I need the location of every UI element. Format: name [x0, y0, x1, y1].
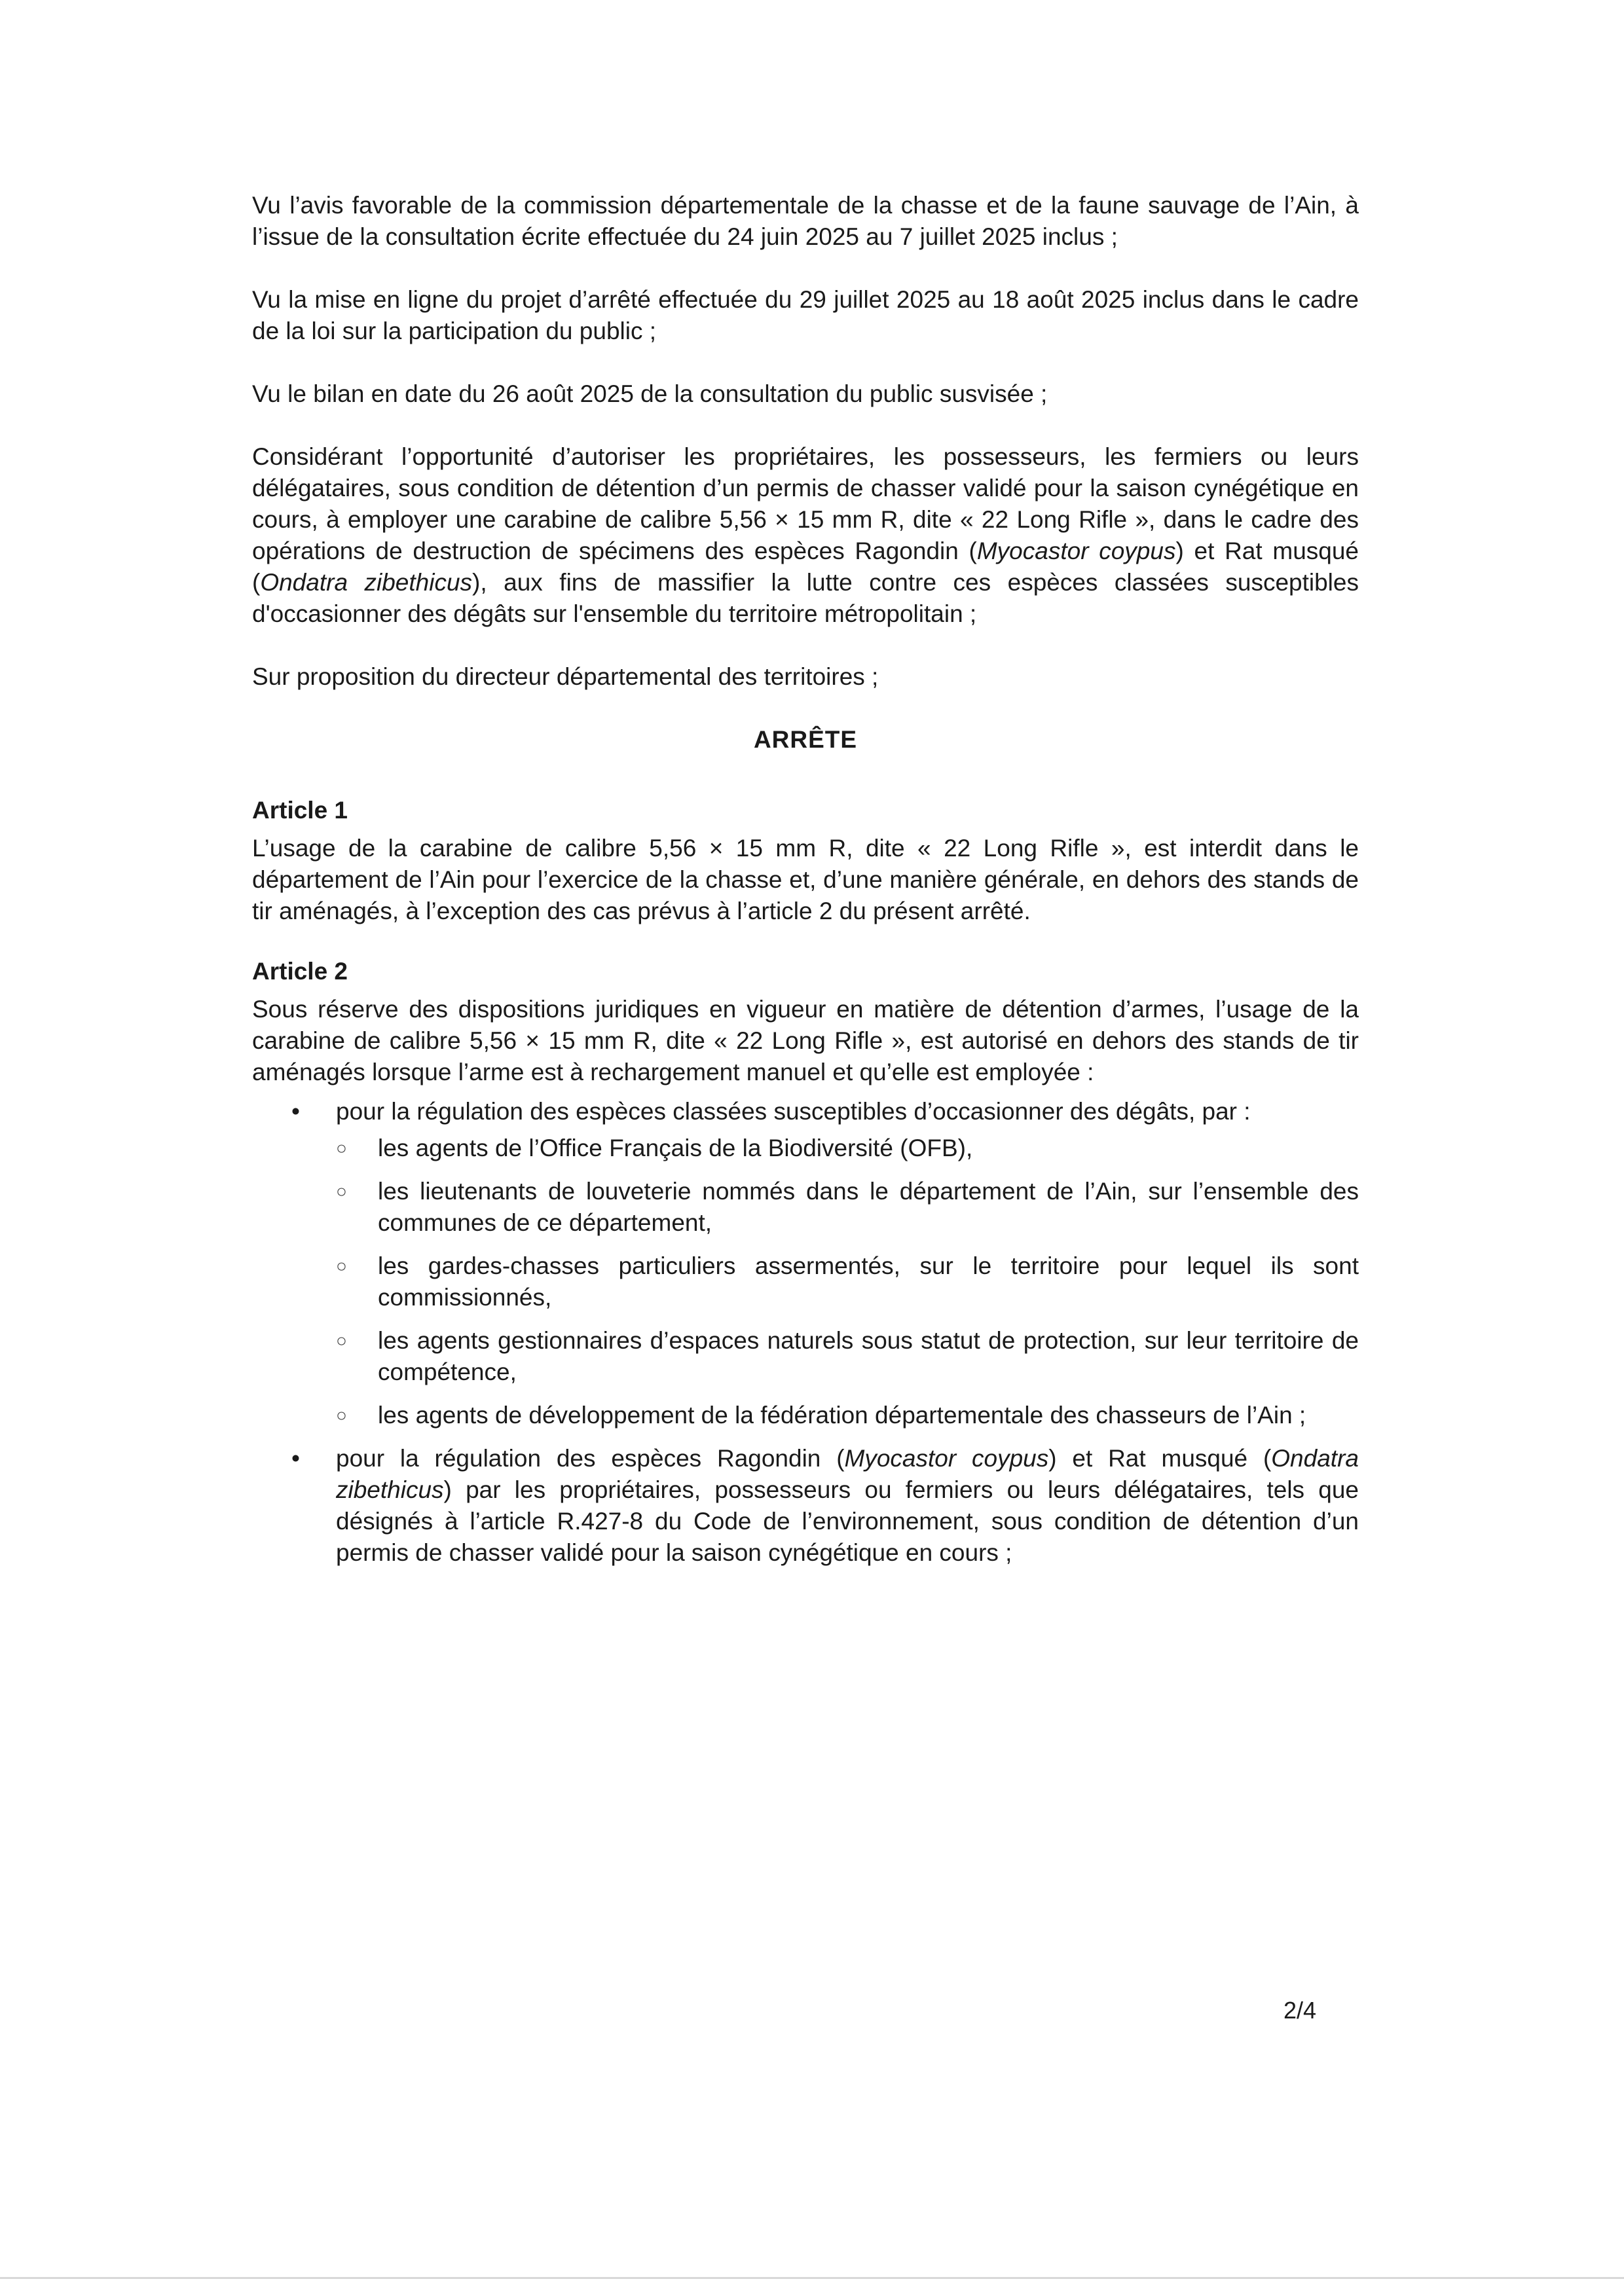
- species-name: Ondatra zibethicus: [260, 569, 473, 596]
- document-page: [252, 190, 1359, 1573]
- sub-list-item: ○ les lieutenants de louveterie nommés dans le département de l’Ain, sur l’ensemble des communes de ce département,: [336, 1176, 1359, 1239]
- scan-edge-divider: [0, 2277, 1624, 2279]
- species-name: Myocastor coypus: [976, 538, 1176, 564]
- considerant-opportunite: Considérant l’opportunité d’autoriser les propriétaires, les possesseurs, les fermiers ou leurs délégataires, sous condition de détention d’un permis de chasser validé pour la saison cynégétique en cours, à employer une carabine de calibre 5,56 × 15 mm R, dite « 22 Long Rifle », dans le cadre des opérations de destruction de spécimens des espèces Ragondin (Myocastor coypus) et Rat musqué (Ondatra zibethicus), aux fins de massifier la lutte contre ces espèces classées susceptibles d'occasionner des dégâts sur l'ensemble du territoire métropolitain ;: [252, 443, 1359, 627]
- article-2-list: [252, 1096, 1359, 1569]
- article-2-intro: Sous réserve des dispositions juridiques en vigueur en matière de détention d’armes, l’usage de la carabine de calibre 5,56 × 15 mm R, dite « 22 Long Rifle », est autorisé en dehors des stands de tir aménagés lorsque l’arme est à rechargement manuel et qu’elle est employée :: [252, 996, 1359, 1085]
- sub-list-item: ○ les agents de l’Office Français de la Biodiversité (OFB),: [336, 1133, 1359, 1164]
- bullet-icon: •: [291, 1445, 300, 1472]
- list-item: [252, 1443, 1359, 1569]
- circle-bullet-icon: ○: [336, 1330, 347, 1351]
- considerant-avis-commission: Vu l’avis favorable de la commission départementale de la chasse et de la faune sauvage de l’Ain, à l’issue de la consultation écrite effectuée du 24 juin 2025 au 7 juillet 2025 inclus ;: [252, 192, 1359, 250]
- circle-bullet-icon: ○: [336, 1256, 347, 1276]
- article-1-body: L’usage de la carabine de calibre 5,56 × 15 mm R, dite « 22 Long Rifle », est interdit dans le département de l’Ain pour l’exercice de la chasse et, d’une manière générale, en dehors des stands de tir aménagés, à l’exception des cas prévus à l’article 2 du présent arrêté.: [252, 835, 1359, 924]
- sub-list-item: ○ les agents de développement de la fédération départementale des chasseurs de l’Ain ;: [336, 1400, 1359, 1431]
- sub-list-item: ○ les agents gestionnaires d’espaces naturels sous statut de protection, sur leur territoire de compétence,: [336, 1325, 1359, 1388]
- circle-bullet-icon: ○: [336, 1138, 347, 1158]
- considerant-bilan: Vu le bilan en date du 26 août 2025 de la consultation du public susvisée ;: [252, 380, 1048, 407]
- list-item: [252, 1096, 1359, 1431]
- circle-bullet-icon: ○: [336, 1405, 347, 1425]
- circle-bullet-icon: ○: [336, 1181, 347, 1201]
- bullet-icon: •: [291, 1098, 300, 1125]
- considerant-mise-en-ligne: Vu la mise en ligne du projet d’arrêté effectuée du 29 juillet 2025 au 18 août 2025 inclus dans le cadre de la loi sur la participation du public ;: [252, 286, 1359, 344]
- article-2-heading: Article 2: [252, 958, 348, 985]
- sub-list-item: ○ les gardes-chasses particuliers assermentés, sur le territoire pour lequel ils sont commissionnés,: [336, 1250, 1359, 1313]
- page-number: 2/4: [1283, 1997, 1317, 2024]
- decree-title: ARRÊTE: [753, 726, 858, 753]
- bullet-text: pour la régulation des espèces Ragondin (Myocastor coypus) et Rat musqué (Ondatra zibethicus) par les propriétaires, possesseurs ou fermiers ou leurs délégataires, tels que désignés à l’article R.427-8 du Code de l’environnement, sous condition de détention d’un permis de chasser validé pour la saison cynégétique en cours ;: [336, 1445, 1359, 1566]
- bullet-text: pour la régulation des espèces classées susceptibles d’occasionner des dégâts, par :: [336, 1098, 1251, 1125]
- proposition: Sur proposition du directeur départemental des territoires ;: [252, 663, 879, 690]
- species-name: Ondatra zibethicus: [336, 1445, 1359, 1503]
- species-name: Myocastor coypus: [844, 1445, 1049, 1472]
- article-1-heading: Article 1: [252, 797, 348, 824]
- sub-list: [336, 1133, 1359, 1431]
